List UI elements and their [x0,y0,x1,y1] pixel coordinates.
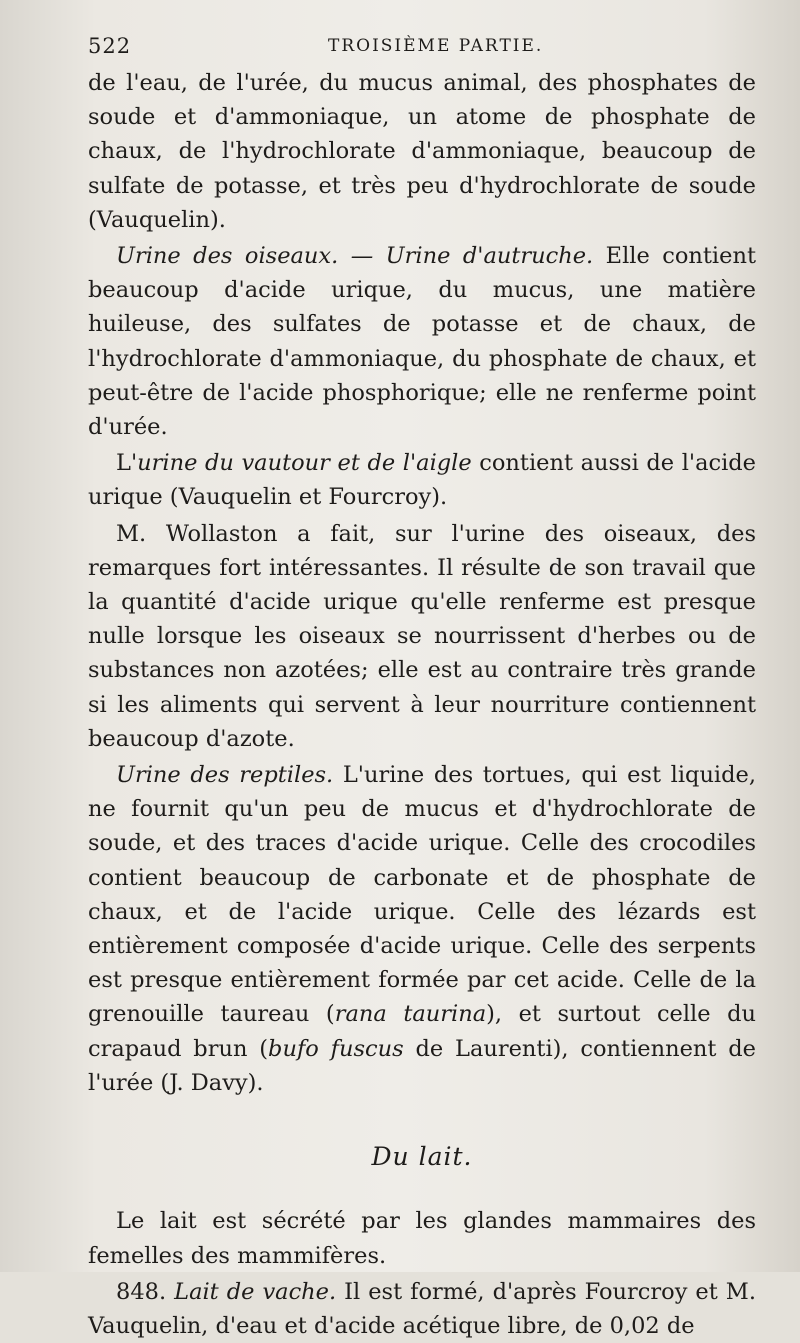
paragraph-title: Lait de vache. [174,1278,337,1305]
page-body [88,66,756,1343]
paragraph-number: 848. [116,1278,167,1305]
paragraph-urine-reptiles [88,758,756,1100]
paragraph-lead: L' [116,450,138,477]
paragraph-text: ), et surtout celle du crapaud brun ( [88,1001,757,1062]
paragraph-title: Urine des reptiles. [116,762,334,789]
paragraph-text: Il est formé, d'après Fourcroy et M. Vauquelin, d'eau et d'acide acétique libre, de 0,02 de [88,1278,756,1339]
paragraph-text: de Laurenti), contiennent de l'urée (J. Davy). [88,1035,756,1096]
paragraph-wollaston: M. Wollaston a fait, sur l'urine des oiseaux, des remarques fort intéressantes. Il résulte de son travail que la quantité d'acide urique qu'elle renferme est presque nulle lorsque les oiseaux se nourrissent d'herbes ou de substances non azotées; elle est au contraire très grande si les aliments qui servent à leur nourriture contiennent beaucoup d'azote. [88,520,756,752]
paragraph-title: Urine des oiseaux. — Urine d'autruche. [116,243,594,270]
paragraph-urine-vautour [88,446,756,514]
paragraph-lait: Le lait est sécrété par les glandes mammaires des femelles des mammifères. [88,1208,756,1269]
paragraph-text: contient aussi de l'acide urique (Vauquelin et Fourcroy). [88,450,757,511]
paragraph-lait-de-vache [88,1275,756,1343]
species-name: rana taurina [334,1001,487,1028]
section-heading: Du lait. [371,1142,473,1172]
page-number: 522 [88,34,132,58]
running-title: TROISIÈME PARTIE. [328,36,544,56]
paragraph-text: Elle contient beaucoup d'acide urique, du mucus, une matière huileuse, des sulfates de potasse et de chaux, de l'hydrochlorate d'ammoniaque, du phosphate de chaux, et peut-être de l'acide phosphorique; elle ne renferme point d'urée. [88,243,756,441]
paragraph-continued: de l'eau, de l'urée, du mucus animal, des phosphates de soude et d'ammoniaque, un atome de phosphate de chaux, de l'hydrochlorate d'ammoniaque, beaucoup de sulfate de potasse, et très peu d'hydrochlorate de soude (Vauquelin). [88,70,756,233]
paragraph-urine-oiseaux [88,239,756,444]
paragraph-title: urine du vautour et de l'aigle [137,450,472,477]
paragraph-text: L'urine des tortues, qui est liquide, ne fournit qu'un peu de mucus et d'hydrochlorate de soude, et des traces d'acide urique. Celle des crocodiles contient beaucoup de carbonate et de phosphate de chaux, et de l'acide urique. Celle des lézards est entièrement composée d'acide urique. Celle des serpents est presque entièrement formée par cet acide. Celle de la grenouille taureau ( [88,762,756,1028]
running-header [88,30,760,64]
species-name: bufo fuscus [268,1035,404,1062]
